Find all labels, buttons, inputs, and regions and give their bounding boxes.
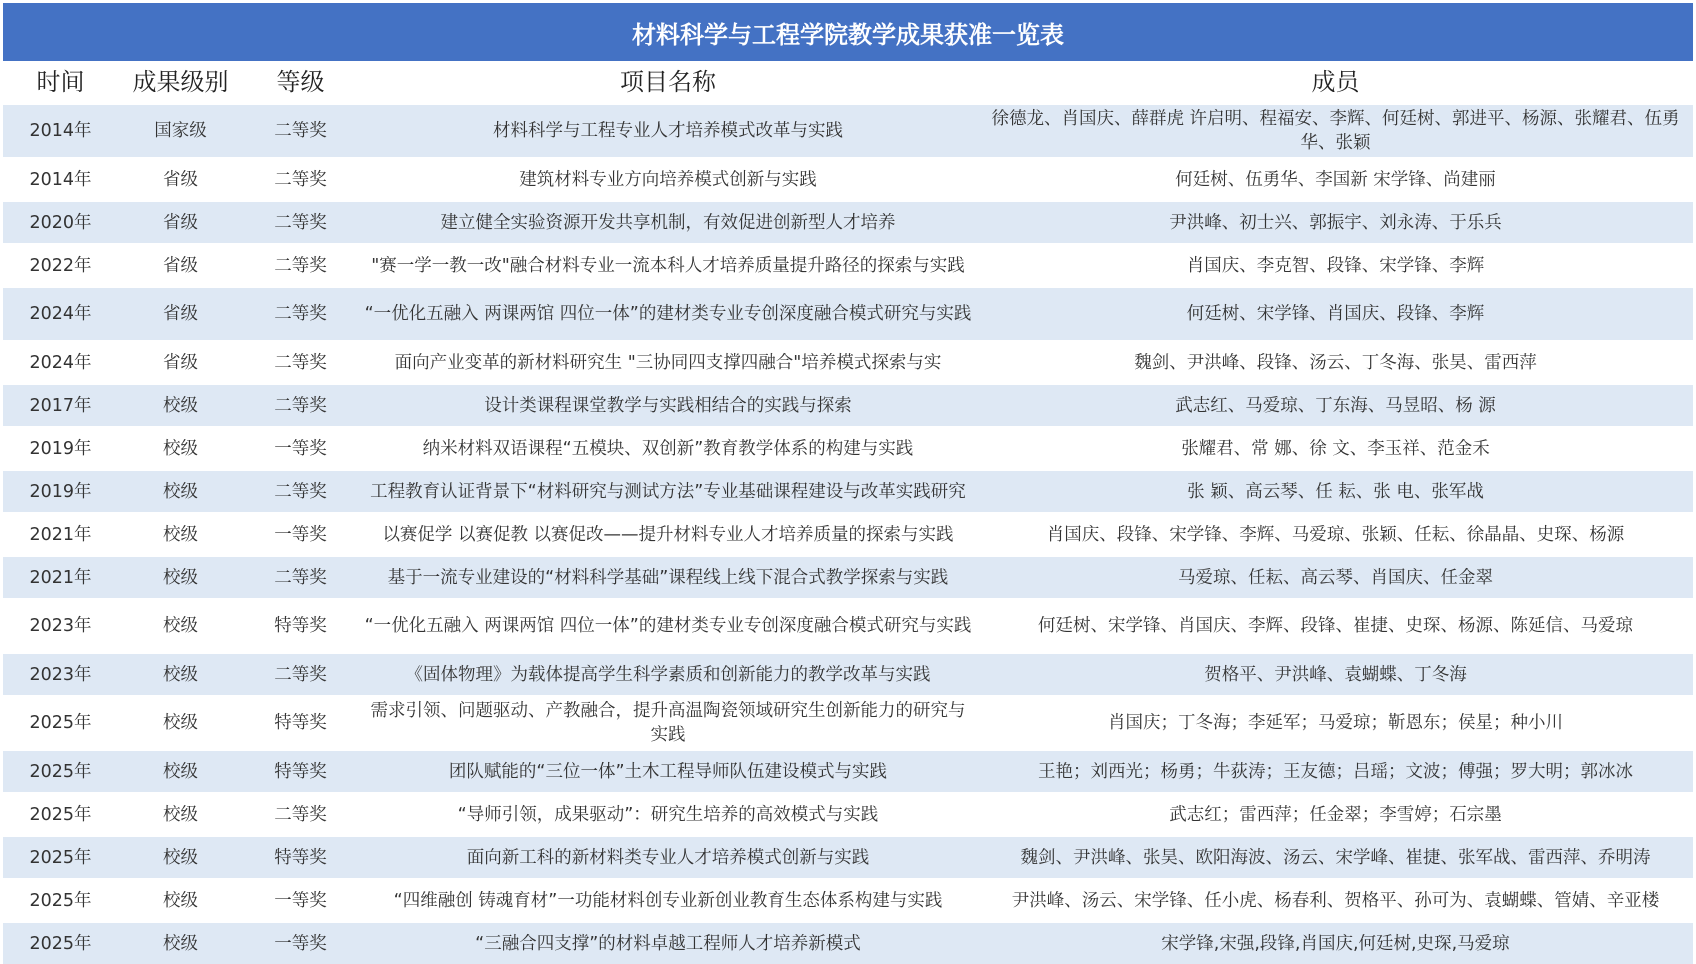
cell-level: 省级 [163,169,198,190]
cell-grade: 二等奖 [274,212,327,233]
cell-grade: 一等奖 [274,890,327,911]
cell-members: 尹洪峰、汤云、宋学锋、任小虎、杨春利、贺格平、孙可为、袁蝴蝶、管婧、辛亚楼 [1011,890,1660,911]
cell-year: 2023年 [29,616,92,636]
header-year: 时间 [36,68,85,96]
cell-members: 肖国庆；丁冬海；李延军；马爱琼；靳恩东；侯星；种小川 [1108,713,1563,733]
cell-project: 团队赋能的“三位一体”土木工程导师队伍建设模式与实践 [448,761,888,782]
cell-members: 张耀君、常 娜、徐 文、李玉祥、范金禾 [1181,438,1490,459]
cell-project: “三融合四支撑”的材料卓越工程师人才培养新模式 [475,933,861,954]
cell-grade: 特等奖 [274,847,327,868]
header-grade: 等级 [276,68,325,96]
cell-grade: 二等奖 [274,395,327,416]
table-row [3,243,1693,286]
cell-project: “导师引领，成果驱动”：研究生培养的高效模式与实践 [457,804,879,825]
table-row [3,340,1693,383]
cell-grade: 二等奖 [274,567,327,588]
cell-members: 贺格平、尹洪峰、袁蝴蝶、丁冬海 [1204,664,1467,685]
cell-members: 王艳；刘西光；杨勇；牛荻涛；王友德；吕瑶；文波；傅强；罗大明；郭冰冰 [1038,761,1633,782]
header-members: 成员 [1311,68,1360,96]
table-row [3,695,1693,749]
cell-level: 校级 [163,933,198,954]
cell-level: 省级 [163,255,198,276]
cell-project: 设计类课程课堂教学与实践相结合的实践与探索 [484,395,852,416]
cell-year: 2020年 [29,212,92,233]
cell-level: 校级 [163,395,198,416]
table-row [3,157,1693,200]
cell-level: 校级 [163,438,198,459]
cell-year: 2014年 [29,169,92,190]
cell-members: 何廷树、伍勇华、李国新 宋学锋、尚建丽 [1175,169,1496,190]
cell-level: 国家级 [154,121,207,141]
cell-project: “四维融创 铸魂育材”一功能材料创专业新创业教育生态体系构建与实践 [393,890,943,911]
table-row [3,749,1693,792]
table-row [3,921,1693,964]
cell-project: "赛一学一教一改"融合材料专业一流本科人才培养质量提升路径的探索与实践 [371,255,965,276]
table-row [3,555,1693,598]
cell-level: 省级 [163,212,198,233]
table-row [3,200,1693,243]
cell-members: 尹洪峰、初士兴、郭振宇、刘永涛、于乐兵 [1169,212,1502,233]
table-row [3,286,1693,340]
cell-year: 2025年 [29,804,92,825]
cell-grade: 二等奖 [274,304,327,324]
cell-members: 魏剑、尹洪峰、张昊、欧阳海波、汤云、宋学峰、崔捷、张军战、雷西萍、乔明涛 [1020,847,1651,868]
cell-level: 校级 [163,616,198,636]
cell-members: 魏剑、尹洪峰、段锋、汤云、丁冬海、张昊、雷西萍 [1134,352,1537,373]
cell-grade: 一等奖 [274,933,327,954]
cell-members: 张 颖、高云琴、任 耘、张 电、张军战 [1187,481,1484,502]
table-row [3,835,1693,878]
cell-level: 校级 [163,804,198,825]
cell-members: 肖国庆、段锋、宋学锋、李辉、马爱琼、张颖、任耘、徐晶晶、史琛、杨源 [1046,524,1625,545]
table-row [3,469,1693,512]
cell-project: 建立健全实验资源开发共享机制，有效促进创新型人才培养 [440,212,896,233]
cell-year: 2024年 [29,304,92,324]
cell-grade: 二等奖 [274,255,327,276]
cell-year: 2022年 [29,255,92,276]
cell-grade: 二等奖 [274,664,327,685]
cell-year: 2017年 [29,395,92,416]
cell-project: “一优化五融入 两课两馆 四位一体”的建材类专业专创深度融合模式研究与实践 [364,616,972,636]
table-row [3,652,1693,695]
cell-year: 2019年 [29,438,92,459]
cell-members: 武志红；雷西萍；任金翠；李雪婷；石宗墨 [1169,804,1502,825]
cell-year: 2023年 [29,664,92,685]
cell-level: 省级 [163,304,198,324]
cell-grade: 一等奖 [274,524,327,545]
cell-year: 2019年 [29,481,92,502]
cell-project: 《固体物理》为载体提高学生科学素质和创新能力的教学改革与实践 [405,664,931,685]
cell-grade: 二等奖 [274,169,327,190]
cell-members: 徐德龙、肖国庆、薛群虎 许启明、程福安、李辉、何廷树、郭进平、杨源、张耀君、伍勇华、张颖 [991,109,1680,153]
cell-year: 2025年 [29,933,92,954]
cell-year: 2021年 [29,567,92,588]
cell-level: 校级 [163,761,198,782]
cell-project: “一优化五融入 两课两馆 四位一体”的建材类专业专创深度融合模式研究与实践 [364,304,972,324]
cell-level: 省级 [163,352,198,373]
table-row [3,103,1693,157]
cell-members: 马爱琼、任耘、高云琴、肖国庆、任金翠 [1178,567,1493,588]
cell-grade: 二等奖 [274,352,327,373]
table-row [3,878,1693,921]
table-header-row [3,61,1693,103]
cell-project: 基于一流专业建设的“材料科学基础”课程线上线下混合式教学探索与实践 [387,567,949,588]
cell-grade: 特等奖 [274,616,327,636]
cell-members: 武志红、马爱琼、丁东海、马昱昭、杨 源 [1175,395,1496,416]
cell-project: 需求引领、问题驱动、产教融合，提升高温陶瓷领域研究生创新能力的研究与实践 [370,701,966,745]
table-row [3,598,1693,652]
cell-year: 2025年 [29,713,92,733]
cell-year: 2025年 [29,761,92,782]
cell-grade: 特等奖 [274,713,327,733]
table-title: 材料科学与工程学院教学成果获准一览表 [3,3,1693,61]
cell-grade: 二等奖 [274,481,327,502]
header-level: 成果级别 [132,68,229,96]
cell-project: 纳米材料双语课程“五模块、双创新”教育教学体系的构建与实践 [422,438,914,459]
cell-project: 以赛促学 以赛促教 以赛促改——提升材料专业人才培养质量的探索与实践 [382,524,954,545]
cell-level: 校级 [163,567,198,588]
cell-project: 面向产业变革的新材料研究生 "三协同四支撑四融合"培养模式探索与实 [394,352,942,373]
cell-level: 校级 [163,890,198,911]
cell-grade: 特等奖 [274,761,327,782]
table-body [3,103,1693,964]
cell-members: 宋学锋,宋强,段锋,肖国庆,何廷树,史琛,马爱琼 [1161,933,1510,954]
table-row [3,383,1693,426]
cell-project: 建筑材料专业方向培养模式创新与实践 [519,169,817,190]
cell-level: 校级 [163,481,198,502]
cell-year: 2014年 [29,121,92,141]
table-row [3,512,1693,555]
header-project: 项目名称 [620,68,716,96]
cell-level: 校级 [163,664,198,685]
cell-year: 2025年 [29,890,92,911]
cell-project: 工程教育认证背景下“材料研究与测试方法”专业基础课程建设与改革实践研究 [370,481,966,502]
cell-members: 何廷树、宋学锋、肖国庆、李辉、段锋、崔捷、史琛、杨源、陈延信、马爱琼 [1038,616,1633,636]
table-row [3,426,1693,469]
cell-year: 2024年 [29,352,92,373]
cell-level: 校级 [163,524,198,545]
cell-level: 校级 [163,713,198,733]
cell-year: 2025年 [29,847,92,868]
cell-grade: 一等奖 [274,438,327,459]
cell-project: 材料科学与工程专业人才培养模式改革与实践 [493,121,843,141]
cell-level: 校级 [163,847,198,868]
cell-members: 肖国庆、李克智、段锋、宋学锋、李辉 [1186,255,1485,276]
cell-grade: 二等奖 [274,804,327,825]
cell-members: 何廷树、宋学锋、肖国庆、段锋、李辉 [1186,304,1485,324]
cell-project: 面向新工科的新材料类专业人才培养模式创新与实践 [466,847,870,868]
cell-grade: 二等奖 [274,121,327,141]
cell-year: 2021年 [29,524,92,545]
table-row [3,792,1693,835]
